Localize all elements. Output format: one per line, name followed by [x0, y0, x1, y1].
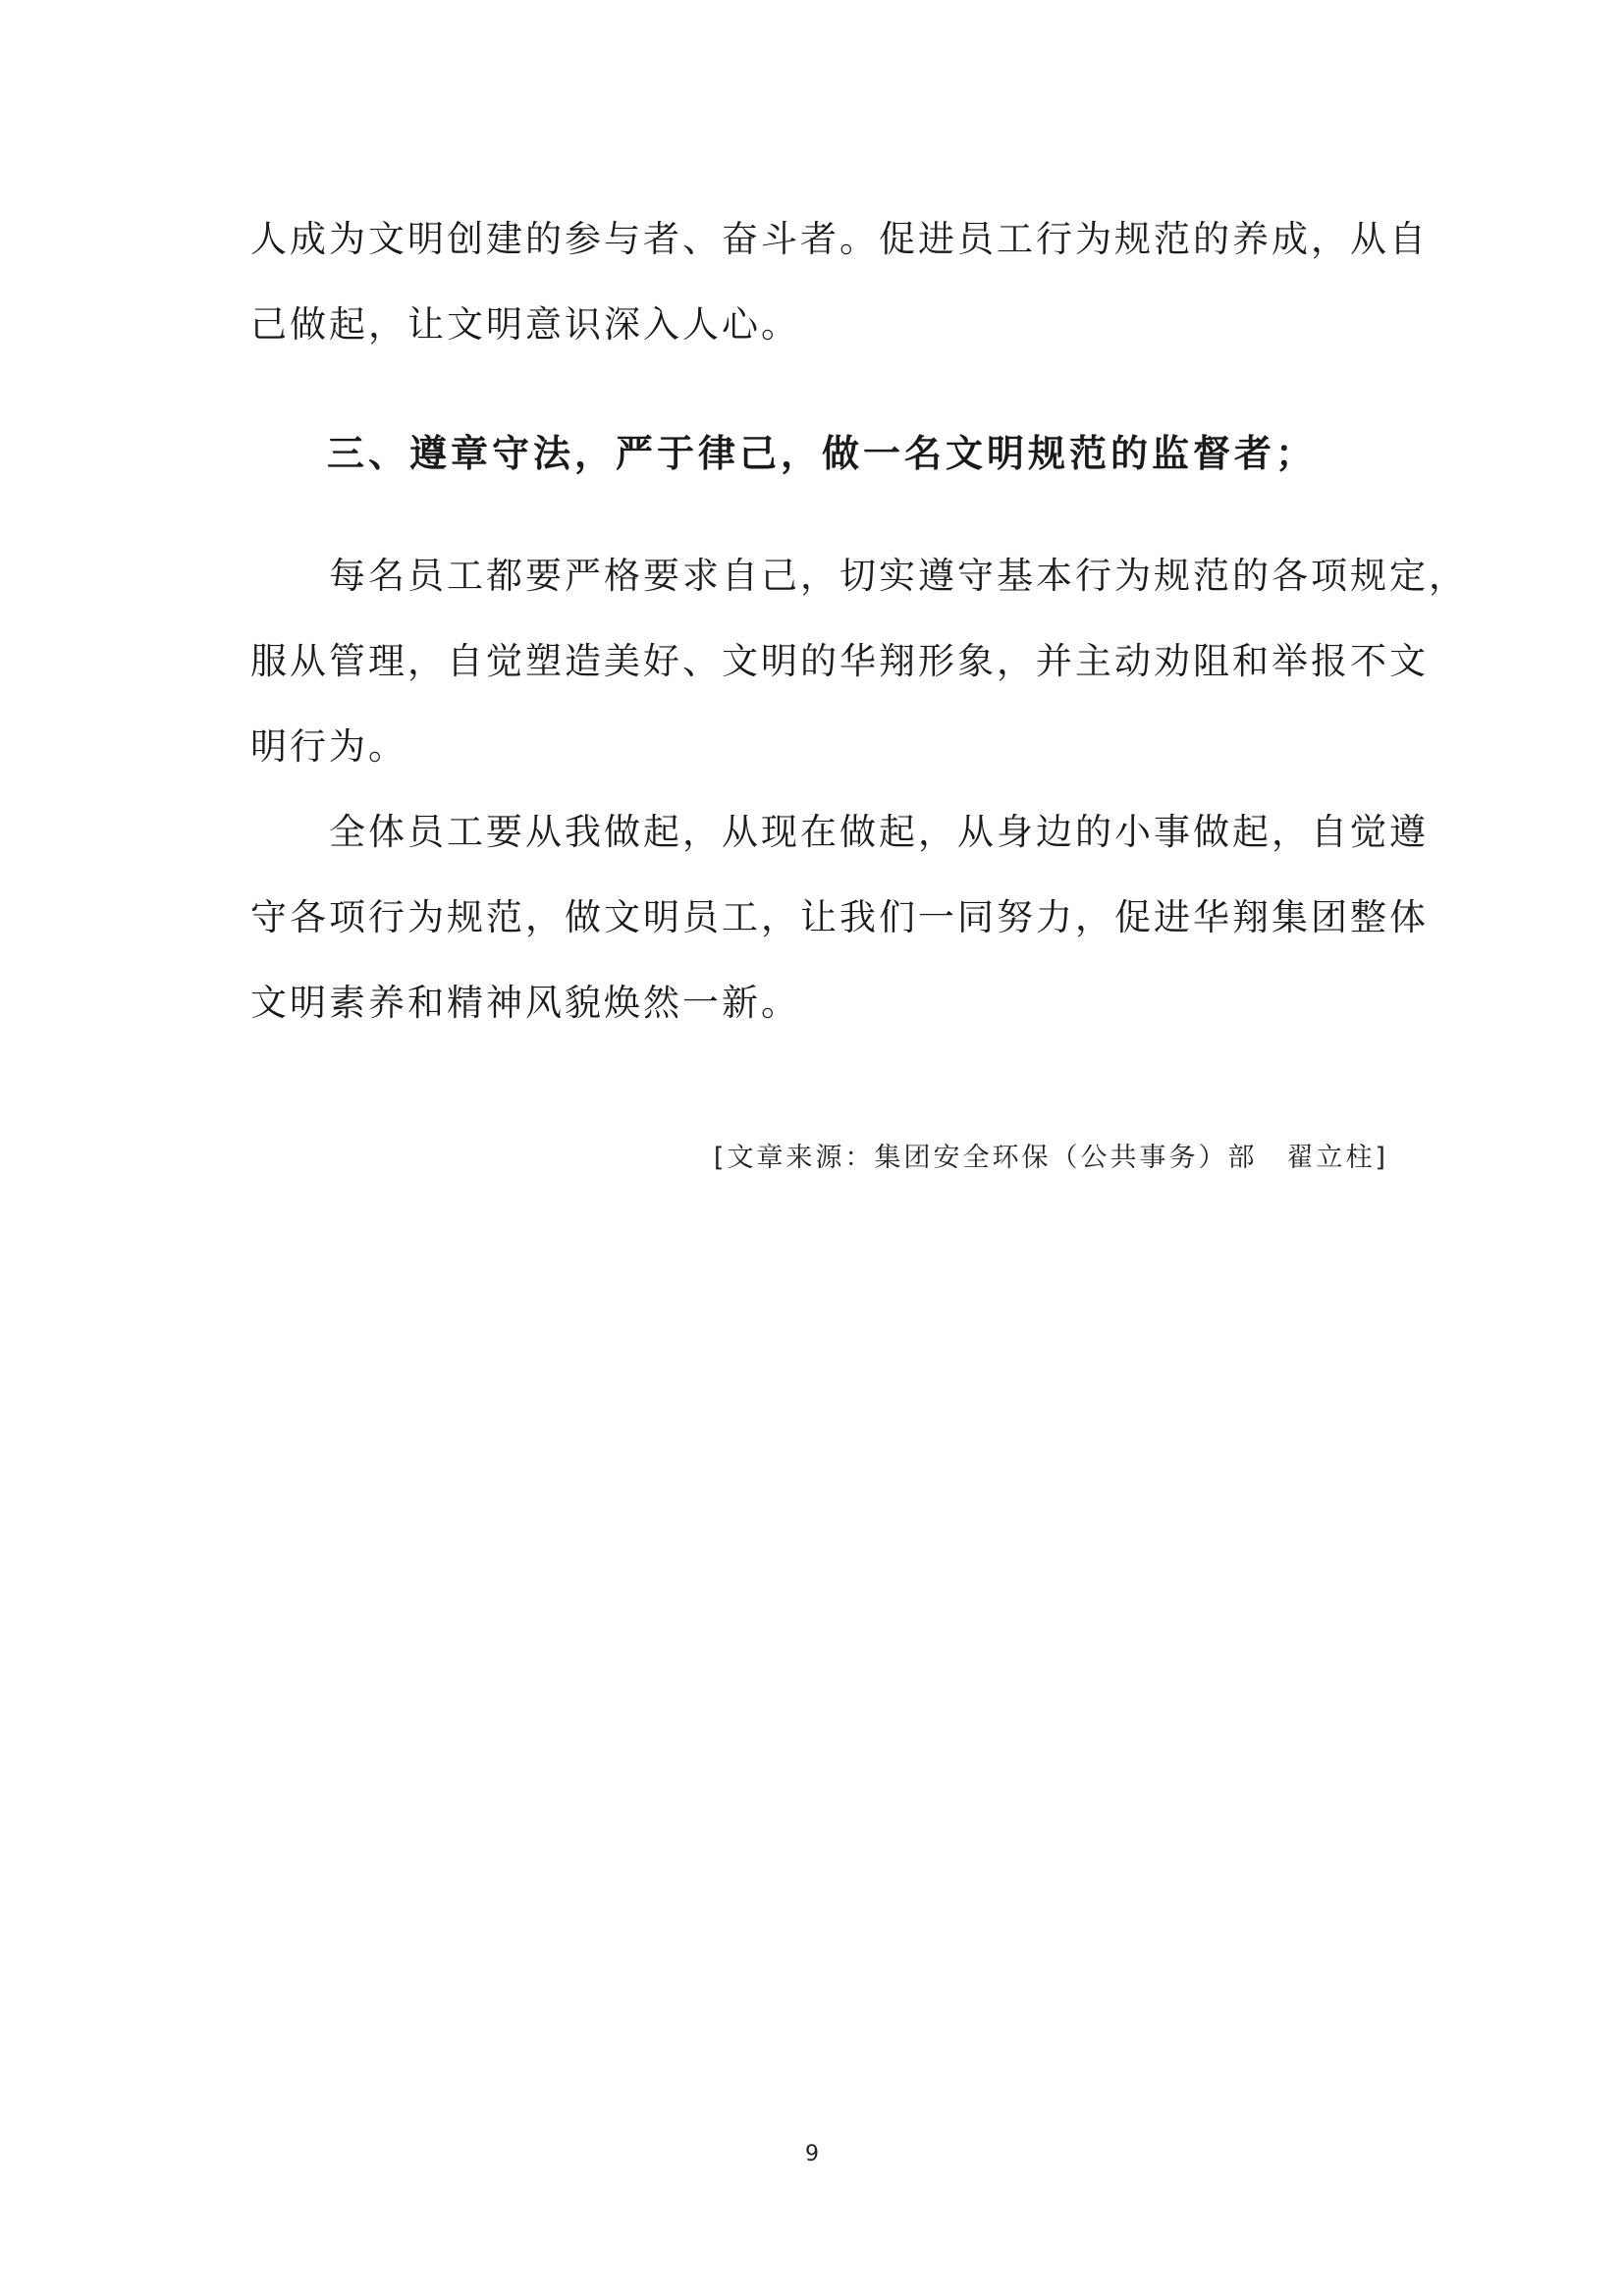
- paragraph-line: 每名员工都要严格要求自己，切实遵守基本行为规范的各项规定，: [250, 555, 1468, 597]
- paragraph-line: 服从管理，自觉塑造美好、文明的华翔形象，并主动劝阻和举报不文: [250, 640, 1429, 682]
- page-number: 9: [805, 2142, 819, 2166]
- paragraph-line: 全体员工要从我做起，从现在做起，从身边的小事做起，自觉遵: [250, 811, 1429, 853]
- continuation-paragraph: [250, 196, 1429, 367]
- paragraph-line: 己做起，让文明意识深入人心。: [250, 303, 800, 346]
- paragraph-line: 明行为。: [250, 725, 407, 768]
- paragraph-line: 文明素养和精神风貌焕然一新。: [250, 982, 800, 1024]
- article-source-note: [文章来源：集团安全环保（公共事务）部 翟立柱]: [713, 1143, 1388, 1173]
- paragraph-line: 守各项行为规范，做文明员工，让我们一同努力，促进华翔集团整体: [250, 896, 1429, 938]
- body-paragraph-1: [250, 533, 1468, 789]
- paragraph-line: 人成为文明创建的参与者、奋斗者。促进员工行为规范的养成，从自: [250, 218, 1429, 260]
- section-heading: 三、遵章守法，严于律己，做一名文明规范的监督者；: [327, 432, 1318, 475]
- body-paragraph-2: [250, 789, 1429, 1045]
